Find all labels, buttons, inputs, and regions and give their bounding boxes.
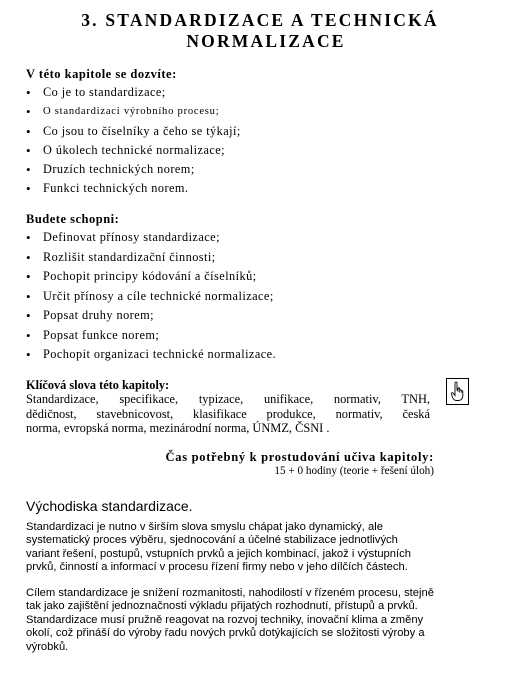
learn-heading: V této kapitole se dozvíte: xyxy=(26,67,177,81)
learn-section xyxy=(26,65,436,199)
list-item: • Určit přínosy a cíle technické normalizace; xyxy=(26,287,436,307)
paragraph-line: Cílem standardizace je snížení rozmanitosti, nahodilostí v řízeném procesu, stejně xyxy=(26,587,434,599)
pointing-hand-icon xyxy=(446,378,469,405)
learn-list xyxy=(26,83,436,199)
paragraph-line: prvků, činností a informací v procesu řízení firmy nebo v jeho dílčích částech. xyxy=(26,561,408,574)
keywords-section xyxy=(26,378,436,436)
list-item: • O úkolech technické normalizace; xyxy=(26,141,436,160)
paragraph-line: Standardizaci je nutno v širším slova smyslu chápat jako dynamický, ale xyxy=(26,521,383,533)
study-time-label: Čas potřebný k prostudování učiva kapitoly: xyxy=(165,450,434,464)
list-item: • Definovat přínosy standardizace; xyxy=(26,228,436,248)
list-item: • Pochopit principy kódování a číselníků; xyxy=(26,267,436,287)
paragraph xyxy=(26,521,418,575)
study-time-value: 15 + 0 hodiny (teorie + řešení úloh) xyxy=(274,465,434,477)
keywords-line: norma, evropská norma, mezinárodní norma, ÚNMZ, ČSNI . xyxy=(26,421,330,435)
list-item: • O standardizaci výrobního procesu; xyxy=(26,102,436,121)
paragraph-line: výrobků. xyxy=(26,640,69,653)
paragraph-line: okolí, což přináší do výroby řadu nových prvků dotýkajících se složitosti výroby a xyxy=(26,627,425,640)
keywords-heading: Klíčová slova této kapitoly: xyxy=(26,378,170,392)
list-item: • Rozlišit standardizační činnosti; xyxy=(26,248,436,268)
list-item: • Funkci technických norem. xyxy=(26,179,436,198)
keywords-text xyxy=(26,392,430,436)
list-item: • Co je to standardizace; xyxy=(26,83,436,102)
abilities-list xyxy=(26,228,436,365)
abilities-section xyxy=(26,210,436,365)
abilities-heading: Budete schopni: xyxy=(26,212,120,226)
chapter-title-line2: NORMALIZACE xyxy=(186,31,346,51)
chapter-title-line1: 3. STANDARDIZACE A TECHNICKÁ xyxy=(81,10,439,30)
chapter-title xyxy=(60,10,460,52)
section-heading: Východiska standardizace. xyxy=(26,498,193,514)
keywords-line: dědičnost, stavebnicovost, klasifikace produkce, normativ, česká xyxy=(26,406,430,421)
paragraph-line: Standardizace musí pružně reagovat na rozvoj techniky, inovační klima a změny xyxy=(26,613,424,626)
paragraph-line: variant řešení, postupů, vstupních prvků a jejich kombinací, jakož i výstupních xyxy=(26,547,411,560)
keywords-line: Standardizace, specifikace, typizace, unifikace, normativ, TNH, xyxy=(26,392,430,406)
paragraph-line: tak jako zajištění jednoznačnosti výkladu přijatých rozhodnutí, přístupů a prvků. xyxy=(26,600,418,613)
paragraph xyxy=(26,587,434,654)
list-item: • Co jsou to číselníky a čeho se týkají; xyxy=(26,122,436,141)
pointing-hand-icon-graphic xyxy=(450,381,465,402)
list-item: • Pochopit organizaci technické normalizace. xyxy=(26,345,436,365)
list-item: • Popsat funkce norem; xyxy=(26,326,436,346)
list-item: • Druzích technických norem; xyxy=(26,160,436,179)
paragraph-line: systematický proces výběru, sjednocování a účelné stabilizace jednotlivých xyxy=(26,534,398,547)
study-time xyxy=(166,450,434,478)
list-item: • Popsat druhy norem; xyxy=(26,306,436,326)
